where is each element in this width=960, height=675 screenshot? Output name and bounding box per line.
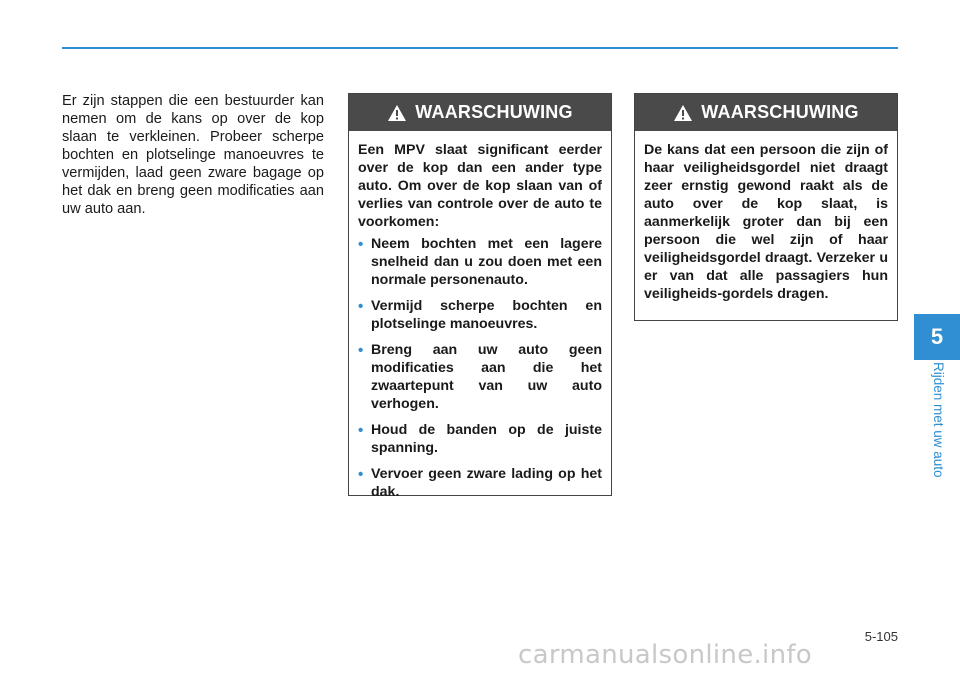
bullet-dot-icon: •	[358, 342, 364, 359]
warning-body	[349, 131, 611, 517]
warning-box-seatbelt	[634, 93, 898, 321]
warning-triangle-icon	[387, 104, 407, 122]
top-rule	[62, 47, 898, 49]
chapter-label: Rijden met uw auto	[931, 362, 946, 478]
list-item: • Houd de banden op de juiste spanning.	[358, 422, 602, 456]
watermark: carmanualsonline.info	[518, 640, 813, 670]
warning-box-mpv	[348, 93, 612, 500]
warning-header	[635, 94, 897, 131]
list-item: • Vervoer geen zware lading op het dak.	[358, 466, 602, 500]
warning-header	[349, 94, 611, 131]
chapter-tab[interactable]: 5	[914, 314, 960, 360]
bullet-dot-icon: •	[358, 298, 364, 315]
bullet-dot-icon: •	[358, 236, 364, 253]
warning-intro: De kans dat een persoon die zijn of haar veiligheidsgordel niet draagt zeer ernstig gewond raakt als de auto over de kop slaat, is aanmerkelijk groter dan bij een persoon die wel zijn of haar veiligheidsgordel draagt. Verzeker u er van dat alle passagiers hun veiligheids-gordels dragen.	[644, 142, 888, 302]
warning-title: WAARSCHUWING	[415, 102, 573, 122]
warning-intro: Een MPV slaat significant eerder over de kop dan een ander type auto. Om over de kop slaan van of verlies van controle over de auto te voorkomen:	[358, 142, 602, 230]
page-number: 5-105	[864, 629, 898, 644]
list-item: • Neem bochten met een lagere snelheid dan u zou doen met een normale personenauto.	[358, 236, 602, 288]
warning-list	[358, 235, 602, 501]
warning-title: WAARSCHUWING	[701, 102, 859, 122]
warning-body	[635, 131, 897, 315]
intro-paragraph: Er zijn stappen die een bestuurder kan nemen om de kans op over de kop slaan te verkleinen. Probeer scherpe bochten en plotselinge manoeuvres te vermijden, laad geen zware bagage op het dak en breng geen modificaties aan uw auto aan.	[62, 93, 324, 217]
list-item: • Breng aan uw auto geen modificaties aan die het zwaartepunt van uw auto verhogen.	[358, 342, 602, 412]
bullet-dot-icon: •	[358, 422, 364, 439]
warning-triangle-icon	[673, 104, 693, 122]
bullet-dot-icon: •	[358, 466, 364, 483]
list-item: • Vermijd scherpe bochten en plotselinge manoeuvres.	[358, 298, 602, 332]
